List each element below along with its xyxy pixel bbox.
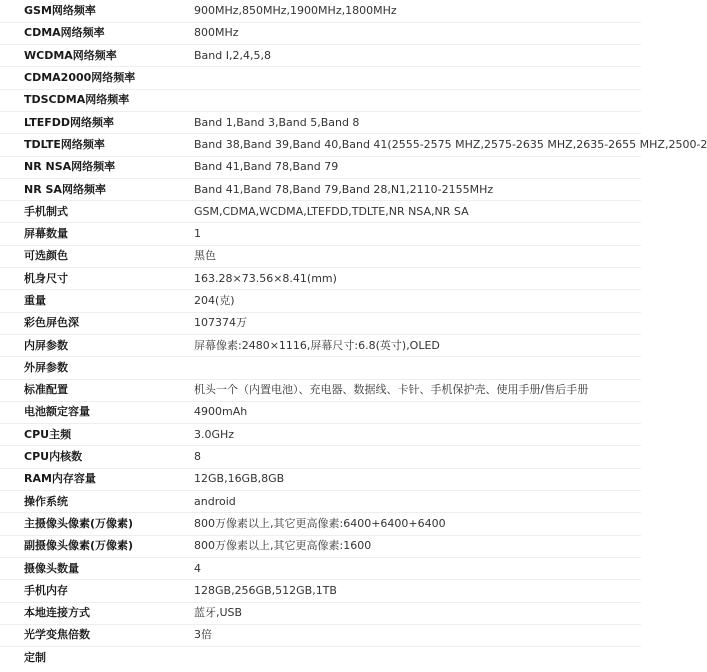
spec-value: android [194,491,641,513]
spec-label: 可选颜色 [0,245,194,267]
spec-label: 主摄像头像素(万像素) [0,513,194,535]
spec-value: 8 [194,446,641,468]
spec-value: 机头一个（内置电池）、充电器、数据线、卡针、手机保护壳、使用手册/售后手册 [194,379,641,401]
spec-label: RAM内存容量 [0,468,194,490]
spec-row [0,602,641,624]
spec-label: 内屏参数 [0,334,194,356]
spec-row [0,67,641,89]
spec-label: 彩色屏色深 [0,312,194,334]
spec-value: Band 41,Band 78,Band 79 [194,156,641,178]
spec-row [0,424,641,446]
spec-value: 107374万 [194,312,641,334]
spec-value [194,357,641,379]
spec-label: 摄像头数量 [0,557,194,579]
spec-label: 副摄像头像素(万像素) [0,535,194,557]
spec-label: 光学变焦倍数 [0,624,194,646]
spec-value: 屏幕像素:2480×1116,屏幕尺寸:6.8(英寸),OLED [194,334,641,356]
spec-label: WCDMA网络频率 [0,45,194,67]
spec-value [194,647,641,669]
spec-row [0,268,641,290]
spec-label: TDSCDMA网络频率 [0,89,194,111]
spec-label: 外屏参数 [0,357,194,379]
spec-value: 3.0GHz [194,424,641,446]
spec-row [0,535,641,557]
spec-row [0,468,641,490]
spec-label: NR SA网络频率 [0,178,194,200]
spec-row [0,312,641,334]
spec-value: Band I,2,4,5,8 [194,45,641,67]
spec-row [0,513,641,535]
spec-value: GSM,CDMA,WCDMA,LTEFDD,TDLTE,NR NSA,NR SA [194,201,641,223]
spec-row [0,379,641,401]
spec-value [194,67,641,89]
spec-row [0,134,641,156]
spec-row [0,45,641,67]
spec-label: 标准配置 [0,379,194,401]
spec-value [194,89,641,111]
spec-label: CPU主频 [0,424,194,446]
spec-row [0,580,641,602]
spec-label: 手机内存 [0,580,194,602]
spec-value: 黑色 [194,245,641,267]
spec-value: 12GB,16GB,8GB [194,468,641,490]
spec-row [0,491,641,513]
spec-label: CPU内核数 [0,446,194,468]
spec-row [0,89,641,111]
spec-row [0,401,641,423]
spec-label: 本地连接方式 [0,602,194,624]
spec-label: NR NSA网络频率 [0,156,194,178]
spec-row [0,557,641,579]
spec-row [0,334,641,356]
spec-row [0,446,641,468]
spec-row [0,647,641,669]
spec-value: 4900mAh [194,401,641,423]
spec-label: GSM网络频率 [0,0,194,22]
spec-value: 3倍 [194,624,641,646]
spec-label: 机身尺寸 [0,268,194,290]
spec-label: CDMA网络频率 [0,22,194,44]
spec-label: 定制 [24,651,46,664]
spec-row [0,245,641,267]
spec-label: CDMA2000网络频率 [0,67,194,89]
spec-row [0,357,641,379]
spec-row [0,201,641,223]
spec-value: 128GB,256GB,512GB,1TB [194,580,641,602]
spec-value: 蓝牙,USB [194,602,641,624]
spec-value: Band 1,Band 3,Band 5,Band 8 [194,111,641,133]
spec-row [0,22,641,44]
spec-value: Band 38,Band 39,Band 40,Band 41(2555-2575 MHZ,2575-2635 MHZ,2635-2655 MHZ,2500-2 [194,134,641,156]
spec-row [0,624,641,646]
spec-value: 800万像素以上,其它更高像素:1600 [194,535,641,557]
spec-row [0,223,641,245]
spec-value: 1 [194,223,641,245]
spec-value: 800万像素以上,其它更高像素:6400+6400+6400 [194,513,641,535]
spec-label: 重量 [0,290,194,312]
spec-value: 163.28×73.56×8.41(mm) [194,268,641,290]
spec-label: 操作系统 [0,491,194,513]
spec-label: 屏幕数量 [0,223,194,245]
spec-row [0,178,641,200]
spec-label: LTEFDD网络频率 [0,111,194,133]
spec-label: 电池额定容量 [0,401,194,423]
spec-value: 900MHz,850MHz,1900MHz,1800MHz [194,0,641,22]
spec-label: TDLTE网络频率 [0,134,194,156]
spec-value: Band 41,Band 78,Band 79,Band 28,N1,2110-2155MHz [194,178,641,200]
spec-value: 800MHz [194,22,641,44]
spec-value: 204(克) [194,290,641,312]
spec-row [0,290,641,312]
spec-value: 4 [194,557,641,579]
spec-row [0,156,641,178]
spec-row [0,111,641,133]
spec-row [0,0,641,22]
spec-label: 手机制式 [0,201,194,223]
